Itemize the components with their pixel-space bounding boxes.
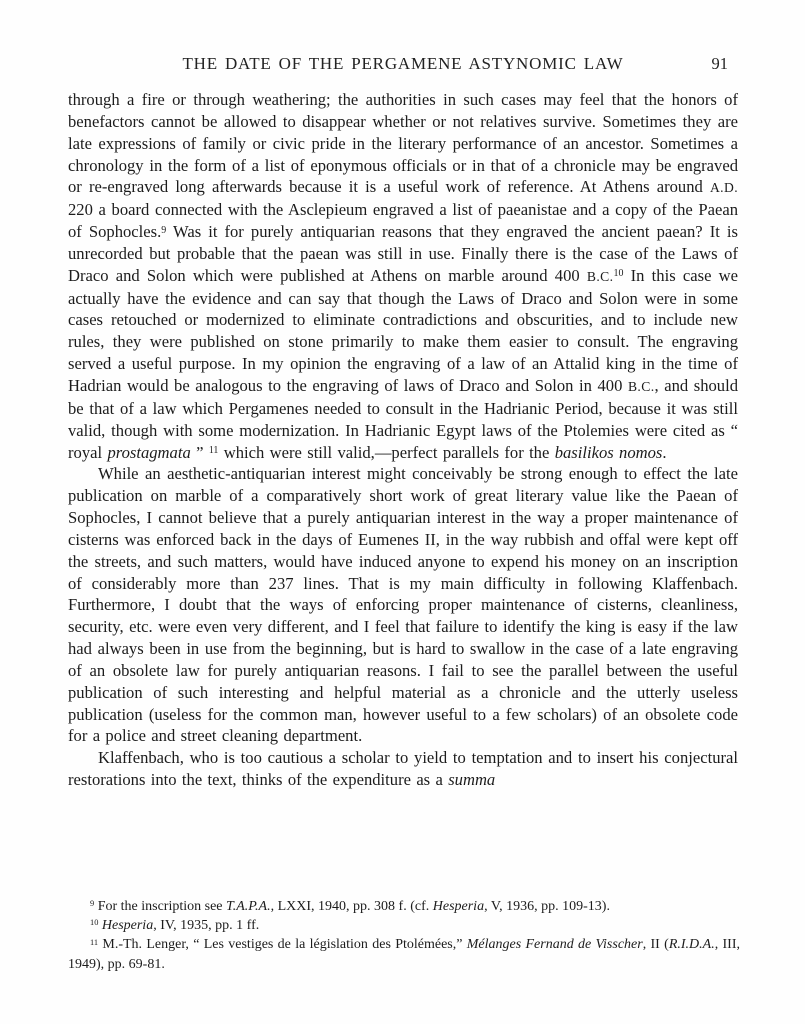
footnote-9: $^9$ For the inscription see T.A.P.A., LXXI, 1940, pp. 308 f. (cf. Hesperia, V, 1936, pp. 109-13). <box>90 899 610 914</box>
page-number: 91 <box>711 54 728 73</box>
page-body <box>68 89 738 791</box>
body-paragraph-3: Klaffenbach, who is too cautious a scholar to yield to temptation and to insert his conjectural restorations into the text, thinks of the expenditure as a summa <box>68 748 738 790</box>
body-paragraph-2: While an aesthetic-antiquarian interest might conceivably be strong enough to effect the late publication on marble of a comparatively short work of great literary value like the Paean of Sophocles, I cannot believe that a purely antiquarian interest in the way a proper maintenance of cisterns was enforced back in the days of Eumenes II, in the way rubbish and offal were kept off the streets, and such matters, would have induced anyone to expend his money on an inscription of considerably more than 237 lines. That is my main difficulty in following Klaffenbach. Furthermore, I doubt that the ways of enforcing proper maintenance of cisterns, cleanliness, security, etc. were even very different, and I feel that failure to identify the king is easy if the law had always been in use from the beginning, but is hard to swallow in the case of a late engraving of an obsolete law for purely antiquarian reasons. I fail to see the parallel between the useful publication of such interesting and helpful material as a chronicle and the utterly useless publication (useless for the common man, however useful to a few scholars) of an obsolete code for a police and street cleaning department. <box>68 464 738 746</box>
body-paragraph-1: through a fire or through weathering; the authorities in such cases may feel that the honors of benefactors cannot be allowed to disappear whether or not relatives survive. Sometimes they are late expressions of family or civic pride in the literary performance of an ancestor. Sometimes a chronology in the form of a list of eponymous officials or in that of a chronicle may be engraved or re-engraved long afterwards because it is a useful work of reference. At Athens around A.D. 220 a board connected with the Asclepieum engraved a list of paeanistae and a copy of the Paean of Sophocles.$^9$ Was it for purely antiquarian reasons that they engraved the ancient paean? It is unrecorded but probable that the paean was still in use. Finally there is the case of the Laws of Draco and Solon which were published at Athens on marble around 400 B.C.$^{10}$ In this case we actually have the evidence and can say that though the Laws of Draco and Solon were in some cases retouched or modernized to eliminate contradictions and obscurities, and to include new rules, they were published on stone primarily to make them easier to consult. The engraving served a useful purpose. In my opinion the engraving of a law of an Attalid king in the time of Hadrian would be analogous to the engraving of laws of Draco and Solon in 400 B.C., and should be that of a law which Pergamenes needed to consult in the Hadrianic Period, because it was still valid, though with some modernization. In Hadrianic Egypt laws of the Ptolemies were cited as “ royal prostagmata ” $^{11}$ which were still valid,—perfect parallels for the basilikos nomos. <box>68 90 739 462</box>
page-header <box>68 54 738 76</box>
footnotes-section <box>68 897 740 974</box>
footnote-11: $^{11}$ M.-Th. Lenger, “ Les vestiges de la législation des Ptolémées,” Mélanges Fernand de Visscher, II (R.I.D.A., III, 1949), pp. 69-81. <box>68 937 740 972</box>
footnote-10: $^{10}$ Hesperia, IV, 1935, pp. 1 ff. <box>90 918 260 934</box>
running-title: THE DATE OF THE PERGAMENE ASTYNOMIC LAW <box>182 54 624 73</box>
